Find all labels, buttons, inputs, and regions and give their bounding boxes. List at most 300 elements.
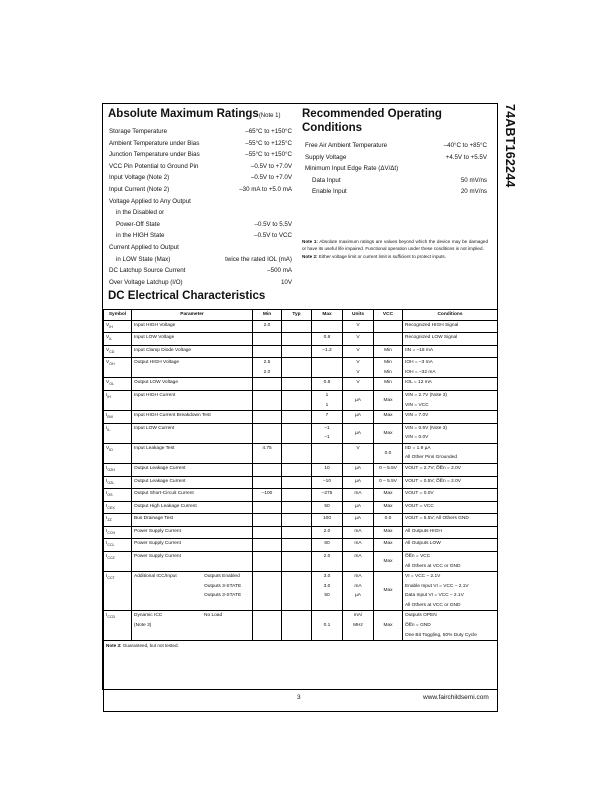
- parameter-wrap: [134, 391, 250, 401]
- conditions-cell: VOUT = 5.5V; All Others GND: [403, 514, 498, 527]
- vcc-cell: Max: [374, 501, 403, 514]
- parameter-wrap: [134, 424, 250, 434]
- rating-row: [109, 242, 292, 254]
- symbol-cell: [104, 378, 132, 391]
- min-cell: [253, 526, 282, 539]
- col-parameter: Parameter: [132, 310, 253, 321]
- rating-label: Power-Off State: [116, 220, 160, 228]
- units-cell: µA: [343, 501, 374, 514]
- table-row: [104, 378, 498, 391]
- symbol-main: I: [106, 478, 108, 484]
- symbol-subscript: CCH: [107, 530, 116, 535]
- min-cell: [253, 390, 282, 410]
- typ-cell: [282, 489, 312, 502]
- rating-label: Junction Temperature under Bias: [109, 151, 200, 159]
- symbol-cell: [104, 572, 132, 611]
- note-3: [104, 641, 498, 712]
- parameter-text: Output Leakage Current: [134, 466, 186, 472]
- parameter-wrap: [134, 464, 250, 474]
- symbol-subscript: CD: [109, 349, 115, 354]
- rating-row: [109, 219, 292, 231]
- symbol-cell: [104, 333, 132, 346]
- col-conditions: Conditions: [403, 310, 498, 321]
- table-row: [104, 514, 498, 527]
- vcc-cell: Max: [374, 551, 403, 571]
- rating-label: Current Applied to Output: [109, 243, 179, 251]
- symbol-cell: [104, 551, 132, 571]
- symbol-cell: [104, 476, 132, 489]
- units-cell: V V: [343, 358, 374, 378]
- parameter-wrap: [134, 539, 250, 549]
- conditions-cell: IIN = –18 mA: [403, 345, 498, 358]
- symbol-subscript: CCD: [107, 615, 116, 620]
- symbol-cell: [104, 464, 132, 477]
- parameter-cell: [132, 476, 253, 489]
- conditions-cell: VOUT = 0.0V: [403, 489, 498, 502]
- conditions-cell: All Outputs LOW: [403, 539, 498, 552]
- max-cell: 0.1: [312, 611, 343, 641]
- symbol-subscript: ZZ: [107, 518, 112, 523]
- typ-cell: [282, 320, 312, 333]
- parameter-text: Input Clamp Diode Voltage: [134, 347, 192, 353]
- symbol-main: I: [106, 392, 108, 398]
- rating-label: Storage Temperature: [109, 128, 168, 135]
- symbol-main: I: [106, 574, 108, 580]
- min-cell: –100: [253, 489, 282, 502]
- parameter-wrap: [134, 527, 250, 537]
- parameter-text: Output Leakage Current: [134, 478, 186, 484]
- max-cell: 7: [312, 411, 343, 424]
- vcc-cell: Max: [374, 489, 403, 502]
- parameter-wrap: [134, 489, 250, 499]
- typ-cell: [282, 476, 312, 489]
- symbol-main: I: [106, 613, 108, 619]
- table-header-row: [104, 310, 498, 321]
- max-cell: 2.0: [312, 526, 343, 539]
- symbol-subscript: CCZ: [107, 555, 115, 560]
- symbol-subscript: IH: [107, 394, 111, 399]
- symbol-cell: [104, 514, 132, 527]
- parameter-cell: [132, 514, 253, 527]
- rating-value: 50 mV/ns: [460, 176, 487, 184]
- vcc-cell: Max: [374, 539, 403, 552]
- rating-value: –30 mA to +5.0 mA: [239, 185, 292, 193]
- vcc-cell: Min: [374, 345, 403, 358]
- rating-value: –65°C to +150°C: [245, 128, 292, 135]
- symbol-subscript: IL: [109, 337, 113, 342]
- col-max: Max: [312, 310, 343, 321]
- symbol-subscript: OZH: [107, 468, 115, 473]
- rating-value: +4.5V to +5.5V: [445, 153, 487, 161]
- parameter-text: Power Supply Current: [134, 541, 181, 547]
- typ-cell: [282, 423, 312, 443]
- rating-row: [109, 265, 292, 277]
- vcc-cell: Min Min: [374, 358, 403, 378]
- parameter-cell: [132, 390, 253, 410]
- table-row: [104, 611, 498, 641]
- rating-value: twice the rated IOL (mA): [225, 255, 292, 263]
- table-row: [104, 539, 498, 552]
- symbol-subscript: CCT: [107, 576, 115, 581]
- symbol-main: V: [106, 335, 110, 341]
- parameter-wrap: [134, 358, 250, 368]
- parameter-cell: [132, 501, 253, 514]
- dc-title: DC Electrical Characteristics: [108, 290, 266, 302]
- typ-cell: [282, 539, 312, 552]
- rec-op-title-line1: Recommended Operating: [302, 108, 442, 120]
- symbol-subscript: OH: [109, 362, 115, 367]
- rating-label: Input Current (Note 2): [109, 185, 170, 193]
- symbol-main: I: [106, 541, 108, 547]
- vcc-cell: Max: [374, 411, 403, 424]
- note-2-label: Note 2:: [302, 254, 318, 260]
- symbol-cell: [104, 345, 132, 358]
- rating-row: [109, 161, 292, 173]
- parameter-wrap: [134, 477, 250, 487]
- max-cell: 0.8: [312, 378, 343, 391]
- symbol-cell: [104, 320, 132, 333]
- max-cell: 3.0 3.0 50: [312, 572, 343, 611]
- note-2: [302, 254, 488, 261]
- symbol-cell: [104, 358, 132, 378]
- parameter-wrap: [134, 552, 250, 562]
- parameter-text: Output HIGH Voltage: [134, 360, 180, 366]
- rating-value: 10V: [280, 278, 292, 286]
- parameter-detail: No Load: [204, 613, 223, 619]
- abs-max-note-ref: (Note 1): [258, 113, 281, 119]
- rating-label: Input Voltage (Note 2): [109, 174, 170, 182]
- conditions-cell: VIN = 7.0V: [403, 411, 498, 424]
- symbol-cell: [104, 443, 132, 463]
- typ-cell: [282, 358, 312, 378]
- units-cell: µA: [343, 514, 374, 527]
- rating-value: 20 mV/ns: [460, 188, 487, 196]
- parameter-cell: [132, 489, 253, 502]
- symbol-main: V: [106, 322, 110, 328]
- conditions-cell: IOL = 12 mA: [403, 378, 498, 391]
- symbol-main: I: [106, 413, 108, 419]
- min-cell: [253, 345, 282, 358]
- parameter-text: Input HIGH Current: [134, 392, 176, 398]
- rating-row: [109, 149, 292, 161]
- parameter-wrap: [134, 321, 250, 331]
- conditions-cell: O̅E̅n = VCC All Others at VCC or GND: [403, 551, 498, 571]
- min-cell: [253, 551, 282, 571]
- min-cell: 2.5 2.0: [253, 358, 282, 378]
- symbol-cell: [104, 390, 132, 410]
- max-cell: 60: [312, 539, 343, 552]
- vcc-cell: Max: [374, 423, 403, 443]
- parameter-text: Power Supply Current: [134, 528, 181, 534]
- parameter-wrap: [134, 333, 250, 343]
- max-cell: 1 1: [312, 390, 343, 410]
- rating-row: [305, 152, 487, 164]
- rating-label: DC Latchup Source Current: [109, 267, 186, 275]
- parameter-cell: [132, 572, 253, 611]
- note-2-text: Either voltage limit or current limit is sufficient to protect inputs.: [317, 254, 446, 260]
- parameter-cell: [132, 411, 253, 424]
- units-cell: mA: [343, 489, 374, 502]
- max-cell: –1 –1: [312, 423, 343, 443]
- symbol-subscript: IH: [109, 324, 113, 329]
- parameter-text: Bus Drainage Test: [134, 516, 174, 522]
- symbol-cell: [104, 489, 132, 502]
- symbol-subscript: OL: [109, 382, 114, 387]
- note-3-label: Note 3:: [106, 643, 122, 649]
- parameter-wrap: [134, 502, 250, 512]
- note-1: [302, 239, 488, 252]
- symbol-main: V: [106, 445, 110, 451]
- conditions-cell: VIN = 2.7V (Note 3) VIN = VCC: [403, 390, 498, 410]
- table-row: [104, 476, 498, 489]
- min-cell: [253, 423, 282, 443]
- units-cell: µA: [343, 476, 374, 489]
- table-row: [104, 358, 498, 378]
- parameter-wrap: [134, 514, 250, 524]
- symbol-main: I: [106, 466, 108, 472]
- typ-cell: [282, 345, 312, 358]
- typ-cell: [282, 526, 312, 539]
- rating-label: Enable Input: [312, 188, 347, 196]
- table-row: [104, 526, 498, 539]
- rating-label: Data Input: [312, 176, 341, 184]
- symbol-cell: [104, 539, 132, 552]
- max-cell: [312, 358, 343, 378]
- max-cell: –1.2: [312, 345, 343, 358]
- conditions-cell: VOUT = 0.5V; O̅E̅n = 2.0V: [403, 476, 498, 489]
- footer-url[interactable]: www.fairchildsemi.com: [423, 694, 489, 701]
- symbol-subscript: CCL: [107, 543, 115, 548]
- vcc-cell: 0.0: [374, 443, 403, 463]
- symbol-subscript: IL: [107, 427, 111, 432]
- table-row: [104, 464, 498, 477]
- symbol-main: V: [106, 380, 110, 386]
- parameter-wrap: [134, 346, 250, 356]
- conditions-cell: VIN = 0.5V (Note 3) VIN = 0.0V: [403, 423, 498, 443]
- typ-cell: [282, 411, 312, 424]
- typ-cell: [282, 464, 312, 477]
- symbol-cell: [104, 526, 132, 539]
- rating-row: [109, 230, 292, 242]
- rating-value: –55°C to +150°C: [245, 151, 292, 159]
- vcc-cell: [374, 333, 403, 346]
- table-row: [104, 320, 498, 333]
- rating-label: Over Voltage Latchup (I/O): [109, 278, 183, 286]
- units-cell: mA/ MHz: [343, 611, 374, 641]
- vcc-cell: Max: [374, 572, 403, 611]
- note-1-text: Absolute maximum ratings are values beyond which the device may be damaged or have its useful life impaired. Functional operation under these conditions is not implied.: [302, 239, 488, 251]
- table-row: [104, 411, 498, 424]
- symbol-subscript: OZL: [107, 480, 115, 485]
- rating-row: [109, 172, 292, 184]
- conditions-cell: Recognized HIGH Signal: [403, 320, 498, 333]
- vcc-cell: Max: [374, 526, 403, 539]
- col-units: Units: [343, 310, 374, 321]
- units-cell: V: [343, 333, 374, 346]
- max-cell: –275: [312, 489, 343, 502]
- rating-row: [305, 140, 487, 152]
- typ-cell: [282, 572, 312, 611]
- symbol-subscript: CEX: [107, 505, 115, 510]
- rating-label: Ambient Temperature under Bias: [109, 139, 200, 147]
- symbol-main: V: [106, 360, 110, 366]
- parameter-wrap: [134, 444, 250, 454]
- rating-row: [109, 196, 292, 208]
- rating-row: [109, 207, 292, 219]
- parameter-cell: [132, 611, 253, 641]
- symbol-cell: [104, 411, 132, 424]
- rating-value: –40°C to +85°C: [443, 142, 487, 149]
- parameter-cell: [132, 464, 253, 477]
- rating-label: Supply Voltage: [305, 153, 347, 161]
- vcc-cell: 0.0: [374, 514, 403, 527]
- rating-label: Minimum Input Edge Rate (ΔV/Δt): [305, 165, 399, 173]
- parameter-cell: [132, 539, 253, 552]
- parameter-text: Output LOW Voltage: [134, 380, 178, 386]
- parameter-text: Power Supply Current: [134, 553, 181, 559]
- units-cell: µA: [343, 411, 374, 424]
- parameter-cell: [132, 551, 253, 571]
- symbol-main: I: [106, 516, 108, 522]
- symbol-main: V: [106, 347, 110, 353]
- rating-row: [305, 175, 487, 187]
- parameter-text: Additional ICC/Input: [134, 574, 177, 580]
- abs-max-list: [109, 126, 292, 288]
- parameter-wrap: [134, 378, 250, 388]
- min-cell: [253, 611, 282, 641]
- rating-label: in the Disabled or: [116, 209, 165, 217]
- table-row: [104, 501, 498, 514]
- symbol-cell: [104, 423, 132, 443]
- units-cell: µA: [343, 464, 374, 477]
- units-cell: V: [343, 320, 374, 333]
- typ-cell: [282, 501, 312, 514]
- conditions-cell: IOH = –3 mA IOH = –32 mA: [403, 358, 498, 378]
- min-cell: [253, 539, 282, 552]
- parameter-wrap: [134, 411, 250, 421]
- max-cell: 10: [312, 464, 343, 477]
- note-1-label: Note 1:: [302, 239, 318, 244]
- rating-row: [109, 138, 292, 150]
- rating-row: [109, 254, 292, 266]
- table-row: [104, 443, 498, 463]
- units-cell: V: [343, 345, 374, 358]
- rating-label: in the HIGH State: [116, 232, 165, 240]
- rating-row: [109, 184, 292, 196]
- symbol-main: I: [106, 425, 108, 431]
- parameter-text: Input LOW Voltage: [134, 335, 175, 341]
- vcc-cell: Max: [374, 611, 403, 641]
- symbol-main: I: [106, 553, 108, 559]
- table-row: [104, 423, 498, 443]
- units-cell: mA mA µA: [343, 572, 374, 611]
- parameter-cell: [132, 320, 253, 333]
- rating-row: [305, 163, 487, 175]
- parameter-wrap: [134, 611, 250, 630]
- rec-op-list: [305, 140, 487, 198]
- vcc-cell: [374, 320, 403, 333]
- symbol-cell: [104, 611, 132, 641]
- typ-cell: [282, 378, 312, 391]
- symbol-main: I: [106, 528, 108, 534]
- rating-row: [305, 186, 487, 198]
- units-cell: V: [343, 378, 374, 391]
- parameter-text: Input HIGH Voltage: [134, 322, 176, 328]
- parameter-text: Input Leakage Test: [134, 445, 175, 451]
- symbol-cell: [104, 501, 132, 514]
- col-typ: Typ: [282, 310, 312, 321]
- vcc-cell: Max: [374, 390, 403, 410]
- parameter-cell: [132, 378, 253, 391]
- abs-max-title-text: Absolute Maximum Ratings: [108, 108, 259, 120]
- conditions-cell: Outputs OPEN O̅E̅n = GND One Bit Toggling, 50% Duty Cycle: [403, 611, 498, 641]
- parameter-cell: [132, 333, 253, 346]
- symbol-subscript: BVI: [107, 415, 114, 420]
- rating-label: in LOW State (Max): [116, 255, 171, 263]
- typ-cell: [282, 611, 312, 641]
- page-number: 3: [297, 694, 301, 701]
- parameter-text: Output Short-Circuit Current: [134, 491, 194, 497]
- symbol-main: I: [106, 491, 108, 497]
- symbol-subscript: ID: [109, 447, 113, 452]
- max-cell: [312, 443, 343, 463]
- table-row: [104, 345, 498, 358]
- parameter-cell: [132, 358, 253, 378]
- parameter-cell: [132, 345, 253, 358]
- max-cell: 100: [312, 514, 343, 527]
- col-symbol: Symbol: [104, 310, 132, 321]
- rating-value: –500 mA: [267, 267, 292, 275]
- parameter-cell: [132, 423, 253, 443]
- min-cell: [253, 464, 282, 477]
- max-cell: [312, 320, 343, 333]
- parameter-detail: Outputs Enabled Outputs 3-STATE Outputs 3-STATE: [204, 574, 242, 599]
- min-cell: 4.75: [253, 443, 282, 463]
- dc-characteristics-table: [103, 309, 498, 712]
- rec-op-title: [302, 107, 442, 135]
- conditions-cell: Recognized LOW Signal: [403, 333, 498, 346]
- conditions-cell: VOUT = VCC: [403, 501, 498, 514]
- notes: [302, 239, 488, 263]
- vcc-cell: Min: [374, 378, 403, 391]
- typ-cell: [282, 551, 312, 571]
- symbol-main: I: [106, 503, 108, 509]
- min-cell: [253, 501, 282, 514]
- min-cell: [253, 572, 282, 611]
- parameter-wrap: [134, 572, 250, 599]
- parameter-text: Dynamic ICC (Note 3): [134, 613, 163, 629]
- units-cell: mA: [343, 551, 374, 571]
- col-min: Min: [253, 310, 282, 321]
- conditions-cell: VI = VCC – 2.1V Enable Input VI = VCC – 2.1V Data Input VI = VCC – 2.1V All Others at VCC or GND: [403, 572, 498, 611]
- conditions-cell: All Outputs HIGH: [403, 526, 498, 539]
- units-cell: V: [343, 443, 374, 463]
- max-cell: 2.0: [312, 551, 343, 571]
- rating-label: Free Air Ambient Temperature: [305, 142, 388, 149]
- part-number-title: 74ABT162244: [503, 104, 517, 188]
- min-cell: [253, 514, 282, 527]
- vcc-cell: 0 – 5.5V: [374, 476, 403, 489]
- table-row: [104, 551, 498, 571]
- typ-cell: [282, 390, 312, 410]
- rating-value: –0.5V to 5.5V: [254, 220, 292, 228]
- units-cell: µA: [343, 423, 374, 443]
- units-cell: mA: [343, 526, 374, 539]
- parameter-cell: [132, 526, 253, 539]
- conditions-cell: VOUT = 2.7V; O̅E̅n = 2.0V: [403, 464, 498, 477]
- parameter-text: Output High Leakage Current: [134, 503, 197, 509]
- table-row: [104, 390, 498, 410]
